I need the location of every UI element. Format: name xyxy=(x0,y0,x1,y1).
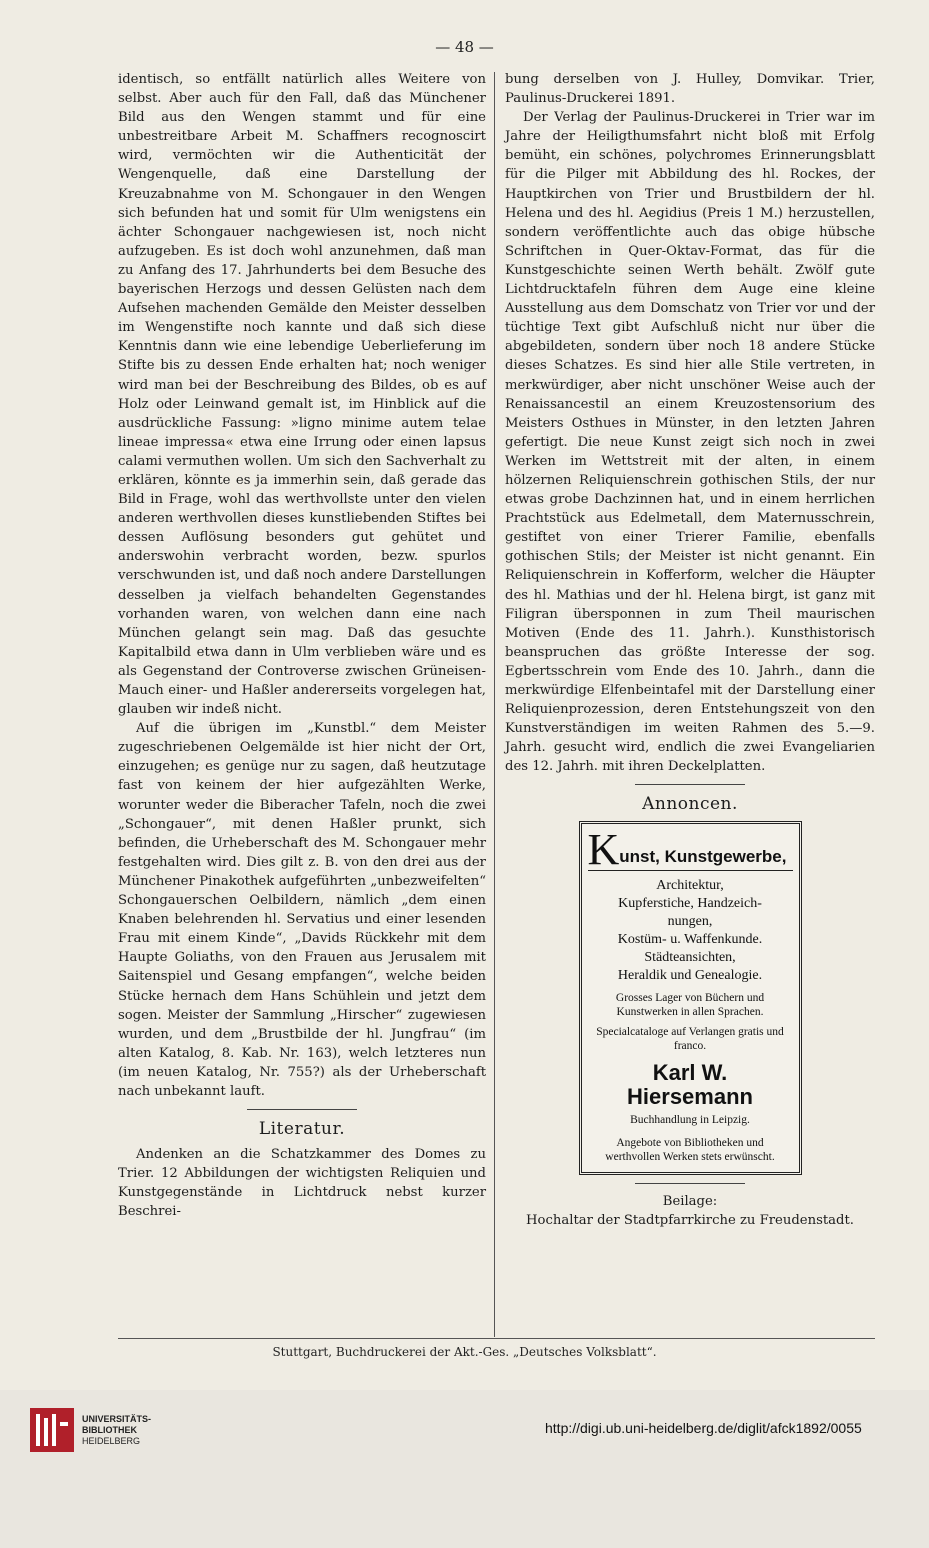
ad-line: Kostüm- u. Waffenkunde. xyxy=(617,931,763,947)
printer-footer: Stuttgart, Buchdruckerei der Akt.-Ges. „Deutsches Volksblatt“. xyxy=(272,1345,657,1359)
annoncen-heading: Annoncen. xyxy=(642,794,738,815)
right-paragraph-1: bung derselben von J. Hulley, Domvikar. Trier, Paulinus-Druckerei 1891. xyxy=(505,72,875,107)
ad-stock-note: Grosses Lager von Büchern und Kunstwerken in allen Sprachen. xyxy=(615,991,765,1018)
beilage-text: Hochaltar der Stadtpfarrkirche zu Freudenstadt. xyxy=(526,1212,854,1228)
left-paragraph-2: Auf die übrigen im „Kunstbl.“ dem Meister zugeschriebenen Oelgemälde ist hier nicht der Ort, einzugehen; es genüge nur zu sagen, daß heutzutage fast von keinem der hier aufgezählten Werke, worunter weder die Biberacher Tafeln, noch die zwei „Schongauer“, mit denen Haßler prunkt, sich befinden, die Urheberschaft des M. Schongauer mehr festgehalten wird. Dies gilt z. B. von den drei aus der Münchener Pinakothek aufgeführten „unbezweifelten“ Schongauerschen Oelbildern, nämlich „dem einen Knaben belehrenden hl. Servatius und einer lesenden Frau mit einem Kinde“, „Davids Rückkehr mit dem Haupte Goliaths, von den Frauen aus Jerusalem mit Saitenspiel und Gesang empfangen“, welche beiden Stücke hernach dem Hans Schühlein und jetzt dem sogen. Meister der Sammlung „Hirscher“ zugewiesen wurden, und dem „Brustbilde der hl. Jungfrau“ (im alten Katalog, 8. Kab. Nr. 163), welch letzteres nun (im neuen Katalog, Nr. 755?) als der Urheberschaft nach unbekannt lauft. xyxy=(118,721,486,1099)
section-separator-beilage xyxy=(635,1183,745,1184)
footer-rule xyxy=(118,1338,875,1339)
page-number: — 48 — xyxy=(435,38,494,56)
left-column xyxy=(118,70,486,1222)
ad-line: Heraldik und Genealogie. xyxy=(617,967,763,983)
beilage-label: Beilage: xyxy=(662,1193,718,1209)
ad-offer-note: Angebote von Bibliotheken und werthvollen Werken stets erwünscht. xyxy=(605,1136,775,1163)
advertisement-box xyxy=(579,821,802,1175)
ad-header xyxy=(587,824,793,874)
ad-line: Kupferstiche, Handzeich- xyxy=(618,895,762,911)
left-paragraph-1: identisch, so entfällt natürlich alles Weitere von selbst. Aber auch für den Fall, daß das Münchener Bild aus den Wengen stammt und für eine unbestreitbare Arbeit M. Schaffners recognoscirt wird, vermöchten wir die Authenticität der Wengenquelle, daß eine Darstellung der Kreuzabnahme von M. Schongauer in den Wengen sich befunden hat und somit für Ulm wenigstens ein ächter Schongauer nachgewiesen ist, noch nicht aufzugeben. Es ist doch wohl anzunehmen, daß man zu Anfang des 17. Jahrhunderts bei dem Besuche des bayerischen Herzogs und dessen Gelüsten nach dem Aufsehen machenden Gemälde den Meister desselben im Wengenstifte noch kannte und daß sich diese Kenntnis dann wie eine lebendige Ueberlieferung im Stifte bis zu dessen Ende erhalten hat; noch weniger wird man bei der Beschreibung des Bildes, ob es auf Holz oder Leinwand gemalt ist, im Hinblick auf die ausdrückliche Fassung: »ligno minime autem telae lineae impressa« etwa eine Irrung oder einen lapsus calami vermuthen wollen. Um sich den Sachverhalt zu erklären, könnte es ja immerhin sein, daß gerade das Bild in Frage, wohl das werthvollste unter den vielen anderen werthvollen dieses kunstliebenden Stiftes bei dessen Auflösung besonders gut gehütet und anderswohin verbracht worden, bezw. spurlos verschwunden ist, und daß noch andere Darstellungen desselben ja vielfach behandelten Gegenstandes vorhanden waren, von welchen dann eine nach München gelangt sein mag. Daß das gesuchte Kapitalbild etwa dann in Ulm verblieben wäre und es als Gegenstand der Controverse zwischen Grüneisen-Mauch einer- und Haßler andererseits vorgelegen hat, glauben wir indeß nicht. xyxy=(118,72,486,718)
section-separator xyxy=(247,1109,357,1110)
right-paragraph-2: Der Verlag der Paulinus-Druckerei in Trier war im Jahre der Heiligthumsfahrt nicht bloß mit Erfolg bemüht, ein schönes, polychromes Erinnerungsblatt für die Pilger mit Abbildung des hl. Rockes, der Hauptkirchen von Trier und Brustbildern der hl. Helena und des hl. Aegidius (Preis 1 M.) herzustellen, sondern veröffentlichte auch das obige hübsche Schriftchen in Quer-Oktav-Format, das für die Kunstgeschichte seinen Werth behält. Zwölf gute Lichtdrucktafeln führen dem Auge eine kleine Ausstellung aus dem Domschatz von Trier vor und der tüchtige Text gibt Aufschluß nicht nur über die abgebildeten, sondern über noch 18 andere Stücke dieses Schatzes. Es sind hier alle Stile vertreten, in merkwürdiger, aber nicht unschöner Weise auch der Renaissancestil an einem Kreuzostensorium des Meisters Osthues in Münster, in den letzten Jahren gefertigt. Die neue Kunst zeigt sich noch in zwei Werken im Wettstreit mit der alten, in einem hölzernen Reliquienschrein gothischen Stils, der nur etwas grobe Dachzinnen hat, und in einem herrlichen Prachtstück aus Edelmetall, dem Maternusschrein, gestiftet von einer Trierer Familie, ebenfalls gothischen Stils; der Meister ist nicht genannt. Ein Reliquienschrein in Kofferform, welcher die Häupter des hl. Mathias und der hl. Helena birgt, ist ganz mit Filigran übersponnen in zum Theil maurischen Motiven (Ende des 11. Jahrh.). Kunsthistorisch beanspruchen das größte Interesse der sog. Egbertsschrein vom Ende des 10. Jahrh., dann die merkwürdige Elfenbeintafel mit der Darstellung einer Reliquienprozession, deren Entstehungszeit von den Kunstverständigen im weiten Rahmen des 5.—9. Jahrh. gesucht wird, endlich die zwei Evangeliarien des 12. Jahrh. mit ihren Deckelplatten. xyxy=(505,110,875,775)
ad-title: unst, Kunstgewerbe, xyxy=(619,847,787,867)
ad-line: Architektur, xyxy=(656,877,724,893)
ad-company-name: Karl W. Hiersemann xyxy=(627,1059,753,1109)
right-column xyxy=(505,70,875,1230)
ad-catalog-note: Specialcataloge auf Verlangen gratis und franco. xyxy=(596,1025,784,1052)
library-logo xyxy=(30,1408,151,1452)
column-divider xyxy=(494,72,495,1337)
ad-line: Städteansichten, xyxy=(644,949,736,965)
section-separator-right xyxy=(635,784,745,785)
left-paragraph-3: Andenken an die Schatzkammer des Domes zu Trier. 12 Abbildungen der wichtigsten Reliquien und Kunstgegenstände in Lichtdruck nebst kurzer Beschrei- xyxy=(118,1147,486,1220)
source-url-link[interactable]: http://digi.ub.uni-heidelberg.de/diglit/afck1892/0055 xyxy=(545,1420,862,1436)
library-name: UNIVERSITÄTS- BIBLIOTHEK HEIDELBERG xyxy=(82,1413,152,1446)
ad-line: nungen, xyxy=(667,913,713,929)
ad-initial: K xyxy=(587,824,620,874)
ad-company-subtitle: Buchhandlung in Leipzig. xyxy=(630,1113,750,1126)
university-library-icon xyxy=(30,1408,74,1452)
literatur-heading: Literatur. xyxy=(258,1119,346,1140)
